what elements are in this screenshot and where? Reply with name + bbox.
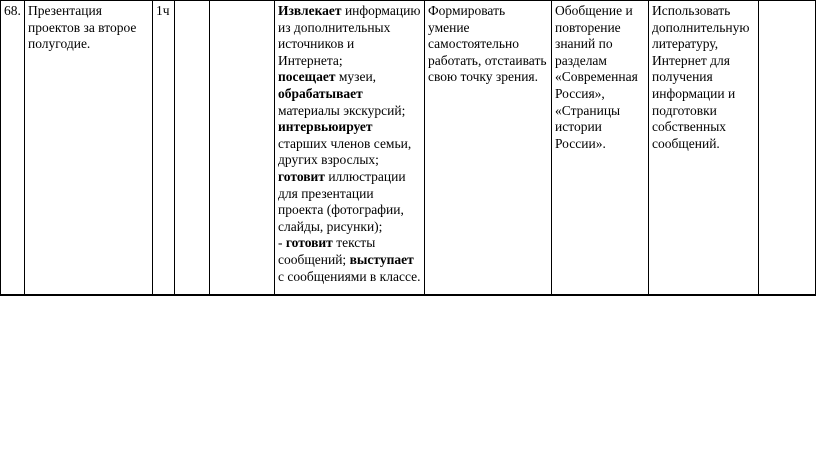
activities-cell — [275, 1, 425, 296]
skills-cell — [425, 1, 552, 296]
row-number-cell — [1, 1, 25, 296]
activity-2: посещает музеи, — [278, 69, 377, 85]
lesson-topic: Презентация проектов за второе полугодие. — [28, 3, 137, 52]
activity-1: Извлекает информацию из дополнительных источников и Интернета; — [278, 3, 421, 68]
activity-5: готовит иллюстрации для презентации проекта (фотографии, слайды, рисунки); — [278, 168, 406, 234]
activity-3: обрабатывает материалы экскурсий; — [278, 85, 406, 118]
empty-cell-3 — [759, 1, 816, 296]
activity-4: интервьюирует старших членов семьи, других взрослых; — [278, 119, 412, 168]
resources-cell — [649, 1, 759, 296]
empty-cell-1 — [175, 1, 210, 296]
skills-text: Формировать умение самостоятельно работать, отстаивать свою точку зрения. — [428, 3, 547, 85]
content-text: Обобщение и повторение знаний по разделам «Современная Россия», «Страницы истории России». — [555, 3, 638, 151]
resources-text: Использовать дополнительную литературу, Интернет для получения информации и подготовки собственных сообщений. — [652, 3, 750, 151]
topic-cell — [25, 1, 153, 296]
lesson-hours: 1ч — [156, 3, 170, 18]
activity-6: - готовит тексты сообщений; выступает с сообщениями в классе. — [278, 235, 421, 284]
table-row — [1, 1, 816, 296]
hours-cell — [153, 1, 175, 296]
row-number: 68. — [4, 3, 21, 18]
content-cell — [552, 1, 649, 296]
empty-cell-2 — [210, 1, 275, 296]
